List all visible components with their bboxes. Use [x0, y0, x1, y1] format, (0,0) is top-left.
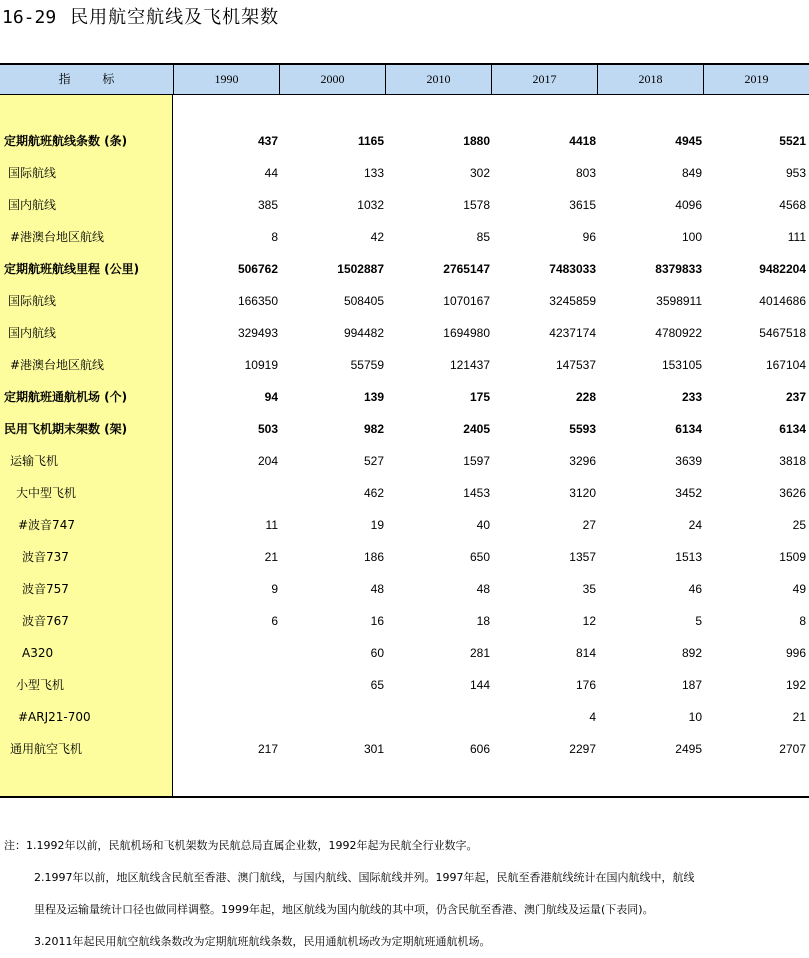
- cell-value: 3615: [569, 198, 596, 212]
- cell-value: 3245859: [549, 294, 596, 308]
- cell-value: 994482: [343, 326, 384, 340]
- table-row: [0, 125, 809, 157]
- table-bottom-rule: [0, 796, 809, 798]
- header-year: 1990: [173, 65, 279, 94]
- table-row: [0, 573, 809, 605]
- cell-value: 55759: [350, 358, 384, 372]
- row-label: #ARJ21-700: [18, 710, 91, 724]
- data-table: [0, 63, 809, 797]
- row-label: 大中型飞机: [16, 486, 77, 500]
- cell-value: 8: [799, 614, 806, 628]
- cell-value: [178, 637, 278, 669]
- cell-value: 186: [363, 550, 384, 564]
- cell-value: 1880: [463, 134, 490, 148]
- cell-value: 21: [264, 550, 278, 564]
- table-row: [0, 477, 809, 509]
- table-row: [0, 701, 809, 733]
- cell-value: 9: [271, 582, 278, 596]
- row-label: 定期航班航线里程 (公里): [4, 262, 140, 276]
- cell-value: 8379833: [655, 262, 702, 276]
- cell-value: 2495: [675, 742, 702, 756]
- cell-value: 40: [476, 518, 490, 532]
- row-label: 国际航线: [8, 294, 57, 308]
- cell-value: 1513: [675, 550, 702, 564]
- cell-value: [178, 701, 278, 733]
- cell-value: 2297: [569, 742, 596, 756]
- cell-value: 21: [792, 710, 806, 724]
- cell-value: 27: [582, 518, 596, 532]
- table-row: [0, 509, 809, 541]
- cell-value: 147537: [555, 358, 596, 372]
- cell-value: 437: [257, 134, 278, 148]
- cell-value: 228: [575, 390, 596, 404]
- row-label: 国际航线: [8, 166, 57, 180]
- cell-value: 204: [257, 454, 278, 468]
- cell-value: 462: [363, 486, 384, 500]
- footnote: 里程及运输量统计口径也做同样调整。1999年起，地区航线为国内航线的其中项，仍含民航至香港、澳门航线及运量(下表同)。: [34, 903, 654, 916]
- cell-value: 35: [582, 582, 596, 596]
- row-label: 波音767: [22, 614, 69, 628]
- footnote: 2.1997年以前，地区航线含民航至香港、澳门航线，与国内航线、国际航线并列。1997年起，民航至香港航线统计在国内航线中，航线: [34, 871, 695, 884]
- cell-value: [178, 477, 278, 509]
- cell-value: 892: [681, 646, 702, 660]
- row-label: #波音747: [18, 518, 75, 532]
- cell-value: 527: [363, 454, 384, 468]
- cell-value: [284, 701, 384, 733]
- table-row: [0, 317, 809, 349]
- cell-value: 5467518: [759, 326, 806, 340]
- cell-value: 1453: [463, 486, 490, 500]
- cell-value: 19: [370, 518, 384, 532]
- cell-value: 96: [582, 230, 596, 244]
- table-row: [0, 733, 809, 765]
- cell-value: 506762: [237, 262, 278, 276]
- cell-value: 2405: [463, 422, 490, 436]
- cell-value: 503: [257, 422, 278, 436]
- cell-value: 385: [257, 198, 278, 212]
- footnote: 注：1.1992年以前，民航机场和飞机架数为民航总局直属企业数，1992年起为民航全行业数字。: [4, 839, 478, 852]
- cell-value: 329493: [237, 326, 278, 340]
- header-year: 2000: [279, 65, 385, 94]
- cell-value: 4418: [569, 134, 596, 148]
- row-label: 民用飞机期末架数 (架): [4, 422, 128, 436]
- cell-value: 4: [589, 710, 596, 724]
- row-label: 国内航线: [8, 198, 57, 212]
- cell-value: 996: [785, 646, 806, 660]
- row-label: #港澳台地区航线: [10, 358, 105, 372]
- cell-value: 2707: [779, 742, 806, 756]
- cell-value: 176: [575, 678, 596, 692]
- cell-value: 44: [264, 166, 278, 180]
- page-title: [2, 6, 279, 30]
- cell-value: 12: [582, 614, 596, 628]
- row-label: 波音757: [22, 582, 69, 596]
- cell-value: 1597: [463, 454, 490, 468]
- table-title: 民用航空航线及飞机架数: [70, 7, 280, 28]
- table-row: [0, 669, 809, 701]
- cell-value: 5593: [569, 422, 596, 436]
- cell-value: 3626: [779, 486, 806, 500]
- cell-value: 1357: [569, 550, 596, 564]
- cell-value: 60: [370, 646, 384, 660]
- cell-value: 100: [681, 230, 702, 244]
- cell-value: 16: [370, 614, 384, 628]
- cell-value: 49: [792, 582, 806, 596]
- header-year: 2010: [385, 65, 491, 94]
- cell-value: 167104: [765, 358, 806, 372]
- header-year: 2018: [597, 65, 703, 94]
- cell-value: 1509: [779, 550, 806, 564]
- cell-value: 606: [469, 742, 490, 756]
- cell-value: 302: [469, 166, 490, 180]
- cell-value: 3818: [779, 454, 806, 468]
- table-row: [0, 189, 809, 221]
- row-label: 通用航空飞机: [10, 742, 83, 756]
- cell-value: 814: [575, 646, 596, 660]
- cell-value: 192: [785, 678, 806, 692]
- row-label: A320: [22, 646, 54, 660]
- cell-value: [390, 701, 490, 733]
- row-label: 小型飞机: [16, 678, 65, 692]
- cell-value: 48: [370, 582, 384, 596]
- table-row: [0, 413, 809, 445]
- table-row: [0, 221, 809, 253]
- cell-value: 46: [688, 582, 702, 596]
- footnote: 3.2011年起民用航空航线条数改为定期航班航线条数，民用通航机场改为定期航班通航机场。: [34, 935, 491, 948]
- cell-value: 4096: [675, 198, 702, 212]
- cell-value: 1165: [357, 134, 384, 148]
- cell-value: 85: [476, 230, 490, 244]
- table-row: [0, 157, 809, 189]
- cell-value: 121437: [449, 358, 490, 372]
- cell-value: 42: [370, 230, 384, 244]
- cell-value: 133: [363, 166, 384, 180]
- cell-value: 1694980: [443, 326, 490, 340]
- cell-value: 111: [787, 230, 806, 244]
- table-row: [0, 445, 809, 477]
- row-label: 国内航线: [8, 326, 57, 340]
- cell-value: 175: [469, 390, 490, 404]
- table-row: [0, 637, 809, 669]
- cell-value: 94: [264, 390, 278, 404]
- cell-value: 153105: [661, 358, 702, 372]
- header-year: 2017: [491, 65, 597, 94]
- cell-value: 187: [681, 678, 702, 692]
- cell-value: 10: [688, 710, 702, 724]
- table-row: [0, 605, 809, 637]
- cell-value: [178, 669, 278, 701]
- cell-value: 9482204: [759, 262, 806, 276]
- cell-value: 3296: [569, 454, 596, 468]
- cell-value: 6134: [779, 422, 806, 436]
- cell-value: 1502887: [337, 262, 384, 276]
- cell-value: 281: [469, 646, 490, 660]
- cell-value: 982: [363, 422, 384, 436]
- cell-value: 4945: [675, 134, 702, 148]
- cell-value: 953: [785, 166, 806, 180]
- cell-value: 8: [271, 230, 278, 244]
- cell-value: 508405: [343, 294, 384, 308]
- table-row: [0, 541, 809, 573]
- cell-value: 3598911: [656, 294, 702, 308]
- cell-value: 1578: [463, 198, 490, 212]
- table-row: [0, 381, 809, 413]
- cell-value: 5: [695, 614, 702, 628]
- cell-value: 849: [681, 166, 702, 180]
- table-header: [0, 65, 809, 94]
- cell-value: 11: [265, 518, 278, 532]
- cell-value: 650: [469, 550, 490, 564]
- header-year: 2019: [703, 65, 809, 94]
- cell-value: 4014686: [759, 294, 806, 308]
- cell-value: 25: [792, 518, 806, 532]
- header-indicator: 指 标: [58, 72, 129, 86]
- cell-value: 4780922: [655, 326, 702, 340]
- cell-value: 7483033: [549, 262, 596, 276]
- cell-value: 65: [370, 678, 384, 692]
- cell-value: 144: [469, 678, 490, 692]
- table-row: [0, 349, 809, 381]
- cell-value: 1070167: [443, 294, 490, 308]
- table-row: [0, 285, 809, 317]
- cell-value: 18: [476, 614, 490, 628]
- cell-value: 166350: [237, 294, 278, 308]
- cell-value: 4237174: [549, 326, 596, 340]
- row-label: 波音737: [22, 550, 69, 564]
- cell-value: 2765147: [443, 262, 490, 276]
- row-label: 运输飞机: [10, 454, 59, 468]
- cell-value: 803: [575, 166, 596, 180]
- row-label: 定期航班通航机场 (个): [4, 390, 128, 404]
- cell-value: 6: [271, 614, 278, 628]
- cell-value: 237: [785, 390, 806, 404]
- table-number: 16-29: [2, 7, 57, 28]
- row-label: 定期航班航线条数 (条): [4, 134, 128, 148]
- cell-value: 139: [363, 390, 384, 404]
- cell-value: 10919: [244, 358, 278, 372]
- cell-value: 24: [688, 518, 702, 532]
- row-label: #港澳台地区航线: [10, 230, 105, 244]
- cell-value: 233: [681, 390, 702, 404]
- cell-value: 4568: [779, 198, 806, 212]
- cell-value: 301: [363, 742, 384, 756]
- table-row: [0, 253, 809, 285]
- cell-value: 48: [476, 582, 490, 596]
- cell-value: 5521: [779, 134, 806, 148]
- cell-value: 1032: [357, 198, 384, 212]
- cell-value: 3120: [569, 486, 596, 500]
- cell-value: 217: [257, 742, 278, 756]
- cell-value: 3639: [675, 454, 702, 468]
- cell-value: 6134: [675, 422, 702, 436]
- cell-value: 3452: [675, 486, 702, 500]
